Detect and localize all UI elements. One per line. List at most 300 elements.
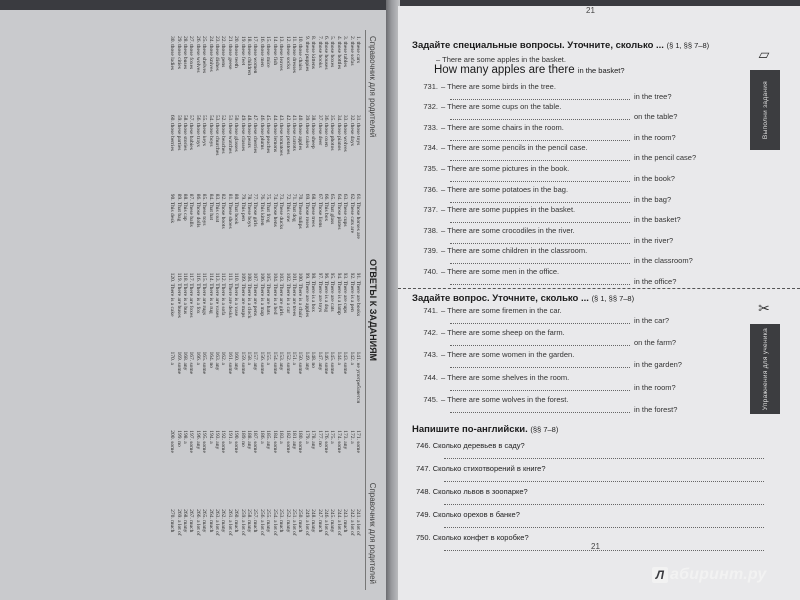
answer-line: 21. those geese (226, 36, 233, 70)
answer-line: 115. There are rugs (201, 272, 208, 316)
answer-line: 39. these cakes (303, 114, 310, 148)
exercise-number: 749. (416, 510, 431, 519)
exercise-prompt: – There are some crocodiles in the river. (441, 225, 575, 235)
answer-line: 41. these carrots (290, 114, 297, 151)
page-number-bottom: 21 (591, 542, 600, 551)
answer-line: 159. some (239, 351, 246, 375)
answer-line: 91. There are books (355, 272, 361, 317)
answer-line: 266. a lot of (194, 509, 201, 536)
answer-line: 268. many (182, 509, 189, 533)
answer-line: 45. these peaches (265, 114, 272, 154)
answer-line: 40. those apples (297, 114, 304, 151)
answer-line: 155. a (265, 351, 272, 365)
answer-line: 189. no (239, 430, 246, 447)
answer-key-header (365, 30, 380, 590)
answer-field[interactable] (416, 256, 716, 266)
answer-line: 250. much (297, 509, 304, 533)
answer-line: 168. any (182, 351, 189, 371)
exercise-item (416, 102, 716, 122)
answer-blank-line[interactable] (444, 481, 764, 482)
answer-line: 114. There is a rug (207, 272, 214, 314)
answer-line: 106. There is a map (258, 272, 265, 317)
answer-line: 26. these wolves (194, 36, 201, 73)
exercise-prompt: – There are some firemen in the car. (441, 305, 562, 315)
labirint-logo-icon: Л (652, 567, 668, 583)
exercise-number: 741. (423, 305, 438, 315)
exercise-prompt: – There are some cups on the table. (441, 102, 562, 112)
exercise-number: 731. (423, 81, 438, 91)
answer-line: 35. these photos (329, 114, 336, 151)
answer-line: 156. some (258, 351, 265, 375)
answer-line: 161. some (226, 351, 233, 375)
answer-blank-line[interactable] (450, 175, 630, 182)
answer-line: 149. any (303, 351, 310, 371)
answer-line: 28. these buses (182, 36, 189, 70)
section2-title (412, 293, 634, 304)
section3-title (412, 424, 558, 435)
answer-line: 167. some (188, 351, 195, 375)
answer-blank-line[interactable] (450, 278, 630, 285)
answer-line: 164. no (207, 351, 214, 368)
exercise-number: 732. (423, 102, 438, 112)
answer-column (169, 509, 361, 584)
answer-line: 75. That frog (265, 193, 272, 223)
answer-line: 253. much (278, 509, 285, 533)
exercise-number: 740. (423, 266, 438, 276)
answer-line: 96. There is a dog (322, 272, 329, 313)
answer-line: 262. many (220, 509, 227, 533)
answer-line: 82. Those boots (220, 193, 227, 229)
answer-line: 192. some (220, 430, 227, 453)
exercise-item (416, 246, 716, 266)
answer-line: 77. Those girls (252, 193, 259, 227)
sample-answer-tail: in the basket? (577, 66, 625, 75)
exercise-prompt: – There are some chairs in the room. (441, 122, 564, 132)
exercise-number: 733. (423, 122, 438, 132)
answer-line: 151. a (290, 351, 297, 365)
section3-ref: (§§ 7–8) (530, 425, 559, 434)
exercise-item (416, 395, 716, 415)
scissor-cut-line (398, 288, 800, 289)
translation-question (416, 510, 520, 519)
exercise-prompt: – There are some pencils in the pencil case. (441, 143, 588, 153)
answer-line: 87. These balls (188, 193, 195, 227)
translation-question (416, 487, 528, 496)
answer-field[interactable] (416, 215, 716, 225)
answer-line: 255. many (265, 509, 272, 533)
answer-column (169, 351, 361, 426)
answer-line: 90. This desk (169, 193, 176, 224)
answer-line: 46. those plums (258, 114, 265, 150)
answer-line: 63. These cups (342, 193, 349, 227)
exercise-item (416, 122, 716, 142)
answer-line: 244. a lot of (335, 509, 342, 536)
answer-line: 108. There is a clock (246, 272, 253, 319)
answer-field[interactable] (416, 405, 716, 415)
answer-line: 181. any (290, 430, 297, 450)
exercise-tail: in the pencil case? (634, 153, 697, 163)
answer-line: 144. a (335, 351, 342, 365)
exercise-number: 750. (416, 533, 431, 542)
answer-blank-line[interactable] (450, 93, 630, 100)
answer-line: 254. a lot of (271, 509, 278, 536)
scissors-icon: ✂ (758, 300, 770, 316)
section1-title (412, 40, 709, 51)
answer-line: 174. some (335, 430, 342, 453)
exercise-number: 748. (416, 487, 431, 496)
answer-line: 19. these feet (239, 36, 246, 66)
exercise-item (416, 266, 716, 286)
answer-blank-line[interactable] (450, 237, 630, 244)
answer-field[interactable] (416, 173, 716, 183)
exercise-tail: in the classroom? (634, 256, 693, 266)
left-page-answer-key (0, 10, 388, 600)
exercise-prompt: – There are some potatoes in the bag. (441, 184, 569, 194)
answer-line: 37. these deer (316, 114, 323, 146)
answer-line: 241. a lot of (355, 509, 361, 536)
answer-column (169, 194, 361, 269)
translation-prompt: Сколько деревьев в саду? (432, 441, 525, 450)
answer-field[interactable] (416, 276, 716, 286)
answer-line: 247. much (316, 509, 323, 533)
answer-line: 20. those teeth (233, 36, 240, 68)
answer-blank-line[interactable] (450, 216, 630, 223)
answer-blank-line[interactable] (444, 458, 764, 459)
answer-line: 245. many (329, 509, 336, 533)
answer-field[interactable] (416, 382, 716, 392)
answer-line: 48. those pears (246, 114, 253, 148)
answer-line: 83. This coat (214, 193, 221, 223)
translation-question (416, 533, 529, 542)
answer-line: 158. a (246, 351, 253, 365)
answer-line: 107. There are pens (252, 272, 259, 316)
answer-line: 12. these socks (284, 36, 291, 70)
answer-line: 65. That glass (329, 193, 336, 225)
answer-field[interactable] (416, 91, 716, 101)
answer-line: 25. these shelves (201, 36, 208, 74)
answer-line: 51. these watches (226, 114, 233, 154)
section3-title-text: Напишите по-английски. (412, 424, 528, 435)
answer-blank-line[interactable] (450, 154, 630, 161)
answer-line: 56. those trays (194, 114, 201, 147)
exercise-item (416, 143, 716, 163)
answer-line: 152. some (284, 351, 291, 375)
translation-question (416, 464, 546, 473)
answer-line: 243. much (342, 509, 349, 533)
answer-line: 66. This box (322, 193, 329, 222)
answer-line: 116. There is a fox (194, 272, 201, 314)
answer-line: 162. a (220, 351, 227, 365)
answer-line: 242. a lot of (348, 509, 355, 536)
answer-blank-line[interactable] (450, 317, 630, 324)
answer-blank-line[interactable] (450, 361, 630, 368)
answer-line: 185. any (265, 430, 272, 450)
exercise-number: 746. (416, 441, 431, 450)
answer-line: 64. Those plates (335, 193, 342, 230)
translation-question (416, 441, 525, 450)
answer-line: 251. a lot of (290, 509, 297, 536)
answer-line: 99. There are apples (303, 272, 310, 318)
answer-line: 7. those books (316, 36, 323, 68)
answer-line: 260. much (233, 509, 240, 533)
answer-line: 180. some (297, 430, 304, 453)
answer-line: 188. any (246, 430, 253, 450)
answer-line: 97. There are toys (316, 272, 323, 313)
exercise-number: 737. (423, 205, 438, 215)
answer-line: 153. any (278, 351, 285, 371)
answer-line: 197. some (188, 430, 195, 453)
answer-line: 150. some (297, 351, 304, 375)
exercise-prompt: – There are some sheep on the farm. (441, 327, 565, 337)
answer-line: 60. those berries (169, 114, 176, 152)
answer-line: 61. Those horses are (355, 193, 361, 239)
exercise-item (416, 225, 716, 245)
answer-line: 110. There is a vase (233, 272, 240, 317)
sample-answer (434, 64, 625, 76)
answer-blank-line[interactable] (450, 339, 630, 346)
answer-line: 194. a (207, 430, 214, 444)
answer-line: 154. some (271, 351, 278, 375)
book-icon: ▱ (758, 46, 770, 62)
answer-line: 269. a lot of (175, 509, 182, 536)
answer-line: 76. This kitten (258, 193, 265, 226)
exercise-item (416, 163, 716, 183)
answer-line: 22. those pens (220, 36, 227, 68)
section1-ref: (§ 1, §§ 7–8) (666, 41, 710, 50)
answer-line: 145. some (329, 351, 336, 375)
exercise-tail: in the river? (634, 235, 674, 245)
answer-line: 6. those houses (322, 36, 329, 70)
answer-field[interactable] (416, 153, 716, 163)
exercise-item (416, 205, 716, 225)
answer-column (169, 36, 361, 111)
answer-line: 112. There is a sofa (220, 272, 227, 316)
header-right-text: Справочник для родителей (368, 482, 378, 584)
answer-line: 170. a (169, 351, 176, 365)
exercise-tail: in the room? (634, 132, 676, 142)
answer-field[interactable] (416, 235, 716, 245)
answer-line: 191. a (226, 430, 233, 444)
exercise-item (416, 81, 716, 101)
exercise-tail: in the car? (634, 315, 670, 325)
right-page-exercises (398, 6, 800, 600)
answer-line: 14. these fish (271, 36, 278, 66)
answer-line: 8. these kittens (310, 36, 317, 69)
answer-blank-line[interactable] (444, 527, 764, 528)
answer-line: 16. those men (258, 36, 265, 67)
translation-prompt: Сколько львов в зоопарке? (432, 487, 528, 496)
answer-line: 44. those lemons (271, 114, 278, 152)
answer-line: 62. These cats are (348, 193, 355, 234)
answer-line: 178. any (310, 430, 317, 450)
answer-line: 84. That hat (207, 193, 214, 221)
answer-column (169, 115, 361, 190)
exercise-tail: in the book? (634, 173, 675, 183)
translation-prompt: Сколько орехов в банке? (432, 510, 520, 519)
answer-line: 171. some (355, 430, 361, 453)
answer-line: 13. these leaves (278, 36, 285, 71)
answer-line: 169. some (175, 351, 182, 375)
exercise-item (416, 327, 716, 347)
exercise-item (416, 305, 716, 325)
answer-column (169, 273, 361, 348)
answer-line: 263. a lot of (214, 509, 221, 536)
translation-prompt: Сколько стихотворений в книге? (432, 464, 546, 473)
answer-line: 157. any (252, 351, 259, 371)
answer-line: 200. some (169, 430, 176, 453)
answer-line: 69. Those roses (303, 193, 310, 228)
answer-line: 166. a (194, 351, 201, 365)
answer-line: 147. any (316, 351, 323, 371)
answer-line: 89. That bag (175, 193, 182, 222)
exercise-number: 735. (423, 163, 438, 173)
answer-blank-line[interactable] (450, 406, 630, 413)
answer-line: 143. some (342, 351, 349, 375)
answer-line: 27. those foxes (188, 36, 195, 70)
answer-line: 9. these puppies (303, 36, 310, 72)
exercise-item (416, 350, 716, 370)
labirint-watermark (652, 566, 767, 584)
answer-line: 54. those boys (207, 114, 214, 147)
answer-field[interactable] (416, 315, 716, 325)
answer-line: 57. these babies (188, 114, 195, 150)
answer-line: 24. those knives (207, 36, 214, 72)
answer-line: 179. a (303, 430, 310, 444)
exercise-prompt: – There are some children in the classroom. (441, 246, 588, 256)
answer-line: 3. these tables (342, 36, 349, 68)
answer-line: 105. There are hats (265, 272, 272, 315)
answer-line: 183. a (278, 430, 285, 444)
answer-field[interactable] (416, 194, 716, 204)
answer-line: 120. There is a cake (169, 272, 176, 317)
answer-line: 70. These tulips (297, 193, 304, 229)
answer-blank-line[interactable] (450, 384, 630, 391)
answer-blank-line[interactable] (450, 257, 630, 264)
answer-blank-line[interactable] (444, 550, 764, 551)
answer-line: 113. There are vases (214, 272, 221, 318)
answer-line: 47. these cherries (252, 114, 259, 154)
exercise-prompt: – There are some wolves in the forest. (441, 395, 569, 405)
side-tab-top-text: Выполни задания (761, 80, 769, 140)
section1-title-text: Задайте специальные вопросы. Уточните, сколько ... (412, 40, 664, 51)
answer-line: 118. There is a bus (182, 272, 189, 314)
answer-line: 17. those women (252, 36, 259, 74)
answer-blank-line[interactable] (450, 196, 630, 203)
answer-line: 100. There is a chair (297, 272, 304, 318)
answer-line: 43. these tomatoes (278, 114, 285, 156)
section2-ref: (§ 1, §§ 7–8) (591, 294, 635, 303)
answer-field[interactable] (416, 337, 716, 347)
answer-line: 30. those ladies (169, 36, 176, 71)
answer-line: 117. There are foxes (188, 272, 195, 318)
answer-line: 102. There is a car (284, 272, 291, 314)
sample-question: – There are some apples in the basket. (436, 55, 566, 64)
exercise-number: 734. (423, 143, 438, 153)
exercise-number: 739. (423, 246, 438, 256)
answer-line: 257. much (252, 509, 259, 533)
answer-line: 190. some (233, 430, 240, 453)
answer-field[interactable] (416, 132, 716, 142)
answer-line: 67. Those lions (316, 193, 323, 228)
answer-line: 165. some (201, 351, 208, 375)
answer-blank-line[interactable] (450, 113, 630, 120)
answer-line: 52. those beaches (220, 114, 227, 154)
answer-line: 172. a (348, 430, 355, 444)
answer-line: 142. a (348, 351, 355, 365)
answer-line: 265. many (201, 509, 208, 533)
page-number-top: 21 (586, 6, 595, 15)
answer-line: 73. These ducks (278, 193, 285, 230)
answer-line: 163. any (214, 351, 221, 371)
answer-line: 248. many (310, 509, 317, 533)
exercise-number: 747. (416, 464, 431, 473)
answer-line: 32. these days (348, 114, 355, 146)
answer-blank-line[interactable] (450, 134, 630, 141)
answer-line: 199. no (175, 430, 182, 447)
answer-column (169, 430, 361, 505)
answer-line: 31. those toys (355, 114, 361, 146)
answer-line: 72. This cow (284, 193, 291, 223)
answer-line: 5. those boxes (329, 36, 336, 68)
answer-line: 141. не употребляется (355, 351, 361, 404)
answer-line: 81. These shoes (226, 193, 233, 229)
answer-line: 198. a (182, 430, 189, 444)
answer-line: 29. those cities (175, 36, 182, 69)
answer-field[interactable] (416, 360, 716, 370)
exercise-prompt: – There are some puppies in the basket. (441, 205, 576, 215)
answer-line: 93. There are cups (342, 272, 349, 314)
answer-line: 34. those pianos (335, 114, 342, 151)
answer-line: 15. these mice (265, 36, 272, 68)
exercise-tail: in the room? (634, 382, 676, 392)
answer-line: 58. those stories (182, 114, 189, 151)
side-tab-top (750, 70, 780, 150)
answer-line: 270. much (169, 509, 176, 533)
answer-columns (165, 30, 365, 590)
sample-answer-text: How many apples are there (434, 64, 575, 76)
answer-line: 71. That dog (290, 193, 297, 222)
answer-line: 182. some (284, 430, 291, 453)
answer-line: 68. These trees (310, 193, 317, 227)
exercise-tail: in the basket? (634, 215, 681, 225)
exercise-number: 738. (423, 225, 438, 235)
answer-line: 187. some (252, 430, 259, 453)
answer-line: 267. much (188, 509, 195, 533)
exercise-tail: on the farm? (634, 337, 677, 347)
answer-line: 11. those dresses (290, 36, 297, 73)
answer-blank-line[interactable] (444, 504, 764, 505)
answer-line: 86. Those dolls (194, 193, 201, 228)
answer-line: 177. no (316, 430, 323, 447)
exercise-tail: in the bag? (634, 194, 672, 204)
answer-line: 95. There are cats (329, 272, 336, 312)
exercise-prompt: – There are some shelves in the room. (441, 372, 570, 382)
answer-line: 261. a lot of (226, 509, 233, 536)
exercise-tail: in the office? (634, 276, 677, 286)
answer-line: 50. those glasses (233, 114, 240, 152)
answer-line: 258. many (246, 509, 253, 533)
answer-line: 80. That book (233, 193, 240, 225)
exercise-tail: on the table? (634, 112, 678, 122)
answer-line: 85. These toys (201, 193, 208, 226)
answer-line: 101. There are trees (290, 272, 297, 317)
answer-field[interactable] (416, 112, 716, 122)
answer-line: 38. those sheep (310, 114, 317, 149)
answer-line: 88. This cap (182, 193, 189, 221)
answer-line: 18. these children (246, 36, 253, 75)
watermark-text: абиринт.ру (670, 566, 767, 583)
translation-prompt: Сколько конфет в коробке? (432, 533, 529, 542)
